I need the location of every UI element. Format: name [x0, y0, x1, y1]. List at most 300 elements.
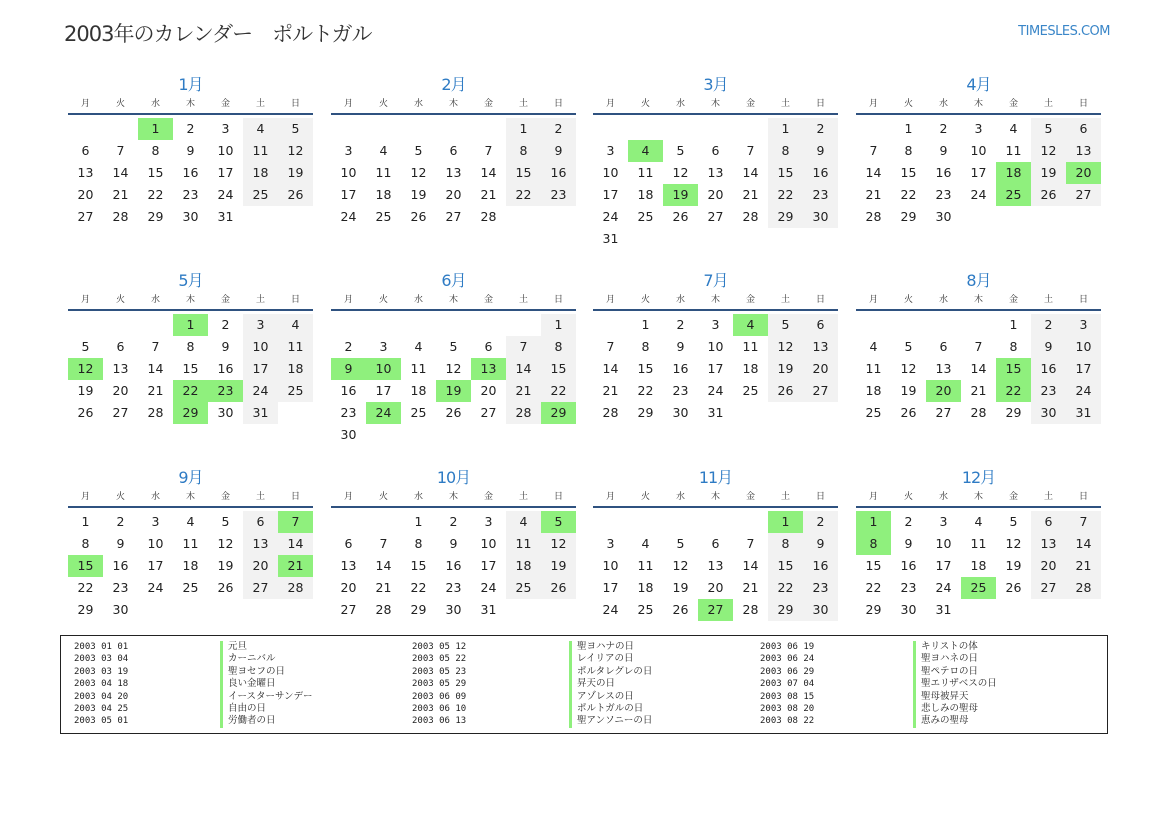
day-cell: 18: [637, 580, 654, 595]
day-cell: 20: [480, 383, 497, 398]
day-cell: 30: [803, 599, 838, 621]
holiday-day-cell: 8: [856, 533, 891, 555]
day-cell: 27: [480, 405, 497, 420]
weekday-header: [331, 96, 576, 115]
holiday-day-cell: 5: [541, 511, 576, 533]
day-cell: 1: [904, 121, 913, 136]
day-cell: 9: [803, 533, 838, 555]
empty-cell: [331, 314, 366, 336]
holiday-day-cell: 1: [173, 314, 208, 336]
day-cell: 7: [606, 339, 615, 354]
day-cell: 31: [935, 602, 952, 617]
holiday-date: 2003 06 24: [760, 654, 815, 665]
day-cell: 29: [147, 209, 164, 224]
day-cell: 2: [676, 317, 685, 332]
day-cell: 18: [375, 187, 392, 202]
weekday-label: 木: [973, 295, 983, 305]
day-cell: 1: [1009, 317, 1018, 332]
day-cell: 15: [506, 162, 541, 184]
day-cell: 1: [414, 514, 423, 529]
holiday-day-cell: 13: [471, 358, 506, 380]
day-cell: 21: [602, 383, 619, 398]
holiday-day-cell: 1: [856, 511, 891, 533]
day-cell: 28: [112, 209, 129, 224]
day-cell: 29: [1005, 405, 1022, 420]
day-cell: 5: [904, 339, 913, 354]
weekday-label: 木: [710, 295, 720, 305]
day-cell: 13: [803, 336, 838, 358]
empty-cell: [856, 118, 891, 140]
day-cell: 7: [116, 143, 125, 158]
day-cell: 4: [278, 314, 313, 336]
day-cell: 18: [182, 558, 199, 573]
day-cell: 21: [375, 580, 392, 595]
day-cell: 9: [186, 143, 195, 158]
empty-cell: [961, 314, 996, 336]
day-cell: 3: [974, 121, 983, 136]
day-cell: 18: [243, 162, 278, 184]
day-cell: 27: [1031, 577, 1066, 599]
day-cell: 13: [112, 361, 129, 376]
day-cell: 13: [445, 165, 462, 180]
day-cell: 7: [869, 143, 878, 158]
site-brand-link[interactable]: TIMESLES.COM: [1018, 24, 1110, 39]
day-cell: 22: [637, 383, 654, 398]
day-cell: 18: [278, 358, 313, 380]
weekday-header: [331, 489, 576, 508]
holiday-name: 聖ヨハネの日: [913, 653, 997, 665]
weekday-header: [593, 96, 838, 115]
weekday-label: 木: [448, 295, 458, 305]
day-cell: 24: [340, 209, 357, 224]
weekday-label: 土: [255, 99, 265, 109]
holiday-name-column: [913, 641, 997, 728]
day-cell: 16: [803, 162, 838, 184]
day-cell: 1: [81, 514, 90, 529]
weekday-label: 金: [1008, 295, 1018, 305]
weekday-label: 木: [710, 492, 720, 502]
empty-cell: [628, 511, 663, 533]
day-cell: 3: [606, 536, 615, 551]
day-cell: 30: [340, 427, 357, 442]
empty-cell: [331, 118, 366, 140]
weekday-label: 火: [115, 99, 125, 109]
day-cell: 28: [480, 209, 497, 224]
weekday-label: 日: [553, 295, 563, 305]
month-title: 8月: [966, 271, 991, 290]
day-cell: 17: [1066, 358, 1101, 380]
day-cell: 4: [414, 339, 423, 354]
month-block: [593, 467, 838, 621]
weekday-label: 土: [518, 492, 528, 502]
day-cell: 12: [1031, 140, 1066, 162]
weekday-label: 火: [640, 295, 650, 305]
weekday-label: 金: [1008, 99, 1018, 109]
weekday-label: 火: [378, 295, 388, 305]
day-cell: 7: [746, 536, 755, 551]
weekday-label: 月: [605, 295, 615, 305]
day-cell: 16: [935, 165, 952, 180]
day-cell: 17: [147, 558, 164, 573]
day-cell: 22: [768, 184, 803, 206]
day-cell: 13: [243, 533, 278, 555]
weekday-label: 月: [868, 492, 878, 502]
day-cell: 23: [541, 184, 576, 206]
month-block: [68, 270, 313, 424]
page-title: 2003年のカレンダー ポルトガル: [64, 22, 372, 46]
day-cell: 15: [410, 558, 427, 573]
weekday-label: 月: [605, 99, 615, 109]
day-cell: 16: [803, 555, 838, 577]
day-cell: 25: [637, 209, 654, 224]
weekday-label: 日: [290, 99, 300, 109]
day-cell: 13: [707, 165, 724, 180]
day-cell: 3: [711, 317, 720, 332]
day-cell: 4: [186, 514, 195, 529]
day-cell: 11: [637, 558, 654, 573]
day-cell: 10: [602, 558, 619, 573]
day-cell: 22: [865, 580, 882, 595]
day-cell: 3: [221, 121, 230, 136]
empty-cell: [663, 118, 698, 140]
empty-cell: [331, 511, 366, 533]
day-cell: 21: [480, 187, 497, 202]
day-cell: 26: [900, 405, 917, 420]
day-grid: [593, 508, 838, 621]
day-cell: 3: [151, 514, 160, 529]
day-cell: 2: [904, 514, 913, 529]
day-cell: 29: [865, 602, 882, 617]
day-cell: 14: [112, 165, 129, 180]
day-cell: 5: [676, 143, 685, 158]
day-cell: 12: [1005, 536, 1022, 551]
day-cell: 9: [449, 536, 458, 551]
weekday-label: 金: [745, 295, 755, 305]
month-title: 9月: [178, 468, 203, 487]
day-cell: 20: [803, 358, 838, 380]
day-cell: 9: [939, 143, 948, 158]
day-cell: 28: [147, 405, 164, 420]
day-cell: 10: [340, 165, 357, 180]
day-grid: [856, 508, 1101, 621]
day-cell: 27: [340, 602, 357, 617]
day-cell: 12: [541, 533, 576, 555]
weekday-label: 木: [185, 492, 195, 502]
weekday-label: 月: [868, 295, 878, 305]
day-cell: 27: [445, 209, 462, 224]
month-title: 7月: [703, 271, 728, 290]
weekday-label: 土: [255, 295, 265, 305]
day-cell: 14: [147, 361, 164, 376]
day-cell: 6: [711, 143, 720, 158]
day-cell: 25: [637, 602, 654, 617]
holiday-day-cell: 29: [173, 402, 208, 424]
day-cell: 7: [506, 336, 541, 358]
day-cell: 20: [1031, 555, 1066, 577]
day-cell: 8: [506, 140, 541, 162]
holiday-day-cell: 18: [996, 162, 1031, 184]
weekday-label: 水: [938, 492, 948, 502]
weekday-label: 水: [413, 99, 423, 109]
holiday-day-cell: 12: [68, 358, 103, 380]
day-cell: 28: [375, 602, 392, 617]
empty-cell: [103, 118, 138, 140]
day-cell: 25: [410, 405, 427, 420]
day-cell: 5: [768, 314, 803, 336]
holiday-name: イースターサンデー: [220, 691, 313, 703]
day-cell: 28: [506, 402, 541, 424]
weekday-label: 水: [150, 492, 160, 502]
holiday-name: 聖エリザベスの日: [913, 678, 997, 690]
day-cell: 16: [182, 165, 199, 180]
day-cell: 5: [81, 339, 90, 354]
holiday-date: 2003 05 01: [74, 716, 129, 727]
holiday-name: カーニバル: [220, 653, 313, 665]
day-cell: 11: [375, 165, 392, 180]
weekday-header: [593, 489, 838, 508]
holiday-date: 2003 05 22: [412, 654, 467, 665]
holiday-date: 2003 04 25: [74, 703, 129, 714]
holiday-day-cell: 29: [541, 402, 576, 424]
day-cell: 20: [445, 187, 462, 202]
day-cell: 23: [900, 580, 917, 595]
holiday-date: 2003 06 19: [760, 642, 815, 652]
day-cell: 12: [672, 165, 689, 180]
day-cell: 19: [1005, 558, 1022, 573]
day-cell: 18: [865, 383, 882, 398]
day-cell: 21: [742, 187, 759, 202]
day-cell: 12: [410, 165, 427, 180]
holiday-name: 元旦: [220, 641, 313, 653]
holiday-name: レイリアの日: [569, 653, 652, 665]
day-cell: 10: [217, 143, 234, 158]
day-cell: 21: [970, 383, 987, 398]
holiday-date: 2003 06 29: [760, 666, 815, 677]
day-cell: 15: [541, 358, 576, 380]
holiday-day-cell: 4: [628, 140, 663, 162]
day-cell: 12: [900, 361, 917, 376]
day-cell: 31: [243, 402, 278, 424]
holiday-name-column: [220, 641, 313, 728]
holiday-day-cell: 21: [278, 555, 313, 577]
day-cell: 23: [672, 383, 689, 398]
day-cell: 29: [77, 602, 94, 617]
day-cell: 10: [147, 536, 164, 551]
weekday-label: 水: [413, 492, 423, 502]
day-cell: 12: [278, 140, 313, 162]
day-cell: 25: [375, 209, 392, 224]
empty-cell: [593, 511, 628, 533]
day-cell: 11: [410, 361, 427, 376]
day-cell: 10: [970, 143, 987, 158]
day-cell: 4: [974, 514, 983, 529]
day-cell: 29: [410, 602, 427, 617]
day-cell: 21: [865, 187, 882, 202]
day-cell: 16: [112, 558, 129, 573]
holiday-name: 良い金曜日: [220, 678, 313, 690]
weekday-label: 土: [518, 295, 528, 305]
day-cell: 25: [182, 580, 199, 595]
day-cell: 13: [707, 558, 724, 573]
holiday-day-cell: 4: [733, 314, 768, 336]
day-cell: 4: [1009, 121, 1018, 136]
weekday-label: 木: [973, 99, 983, 109]
holiday-name-column: [569, 641, 652, 728]
day-cell: 23: [1031, 380, 1066, 402]
weekday-label: 木: [973, 492, 983, 502]
weekday-label: 木: [448, 492, 458, 502]
day-cell: 27: [112, 405, 129, 420]
day-cell: 12: [445, 361, 462, 376]
day-cell: 16: [541, 162, 576, 184]
holiday-day-cell: 22: [996, 380, 1031, 402]
day-cell: 18: [506, 555, 541, 577]
weekday-label: 火: [640, 99, 650, 109]
day-cell: 23: [935, 187, 952, 202]
day-grid: [68, 508, 313, 621]
day-cell: 17: [602, 580, 619, 595]
day-cell: 8: [186, 339, 195, 354]
empty-cell: [471, 118, 506, 140]
day-cell: 24: [935, 580, 952, 595]
day-cell: 28: [742, 209, 759, 224]
day-cell: 30: [900, 602, 917, 617]
day-cell: 28: [1066, 577, 1101, 599]
holiday-date: 2003 01 01: [74, 642, 129, 652]
day-cell: 2: [541, 118, 576, 140]
day-cell: 13: [1066, 140, 1101, 162]
day-cell: 30: [445, 602, 462, 617]
day-cell: 17: [970, 165, 987, 180]
day-cell: 14: [278, 533, 313, 555]
day-cell: 10: [707, 339, 724, 354]
day-cell: 24: [1066, 380, 1101, 402]
weekday-label: 土: [1043, 99, 1053, 109]
month-block: [68, 74, 313, 228]
day-cell: 6: [939, 339, 948, 354]
weekday-label: 日: [290, 492, 300, 502]
empty-cell: [436, 314, 471, 336]
day-cell: 2: [1031, 314, 1066, 336]
day-cell: 2: [803, 511, 838, 533]
day-cell: 29: [768, 206, 803, 228]
day-cell: 10: [243, 336, 278, 358]
day-cell: 17: [217, 165, 234, 180]
day-cell: 13: [340, 558, 357, 573]
holiday-day-cell: 20: [926, 380, 961, 402]
month-title: 3月: [703, 75, 728, 94]
holiday-date: 2003 04 20: [74, 691, 129, 702]
weekday-label: 日: [815, 295, 825, 305]
empty-cell: [926, 314, 961, 336]
day-cell: 17: [602, 187, 619, 202]
weekday-label: 月: [343, 492, 353, 502]
day-cell: 12: [217, 536, 234, 551]
day-cell: 6: [1066, 118, 1101, 140]
day-cell: 5: [414, 143, 423, 158]
empty-cell: [506, 314, 541, 336]
empty-cell: [733, 118, 768, 140]
holiday-day-cell: 10: [366, 358, 401, 380]
weekday-header: [593, 292, 838, 311]
day-cell: 22: [541, 380, 576, 402]
weekday-header: [856, 489, 1101, 508]
holiday-date: 2003 06 13: [412, 716, 467, 727]
day-cell: 6: [449, 143, 458, 158]
day-cell: 14: [480, 165, 497, 180]
empty-cell: [436, 118, 471, 140]
empty-cell: [471, 314, 506, 336]
weekday-label: 日: [553, 492, 563, 502]
day-cell: 3: [1066, 314, 1101, 336]
day-cell: 4: [506, 511, 541, 533]
day-cell: 16: [1031, 358, 1066, 380]
day-cell: 8: [541, 336, 576, 358]
day-cell: 15: [865, 558, 882, 573]
month-title: 5月: [178, 271, 203, 290]
day-cell: 5: [676, 536, 685, 551]
empty-cell: [628, 118, 663, 140]
weekday-label: 月: [80, 492, 90, 502]
weekday-label: 月: [343, 295, 353, 305]
day-cell: 8: [768, 533, 803, 555]
day-cell: 26: [541, 577, 576, 599]
day-cell: 26: [672, 602, 689, 617]
empty-cell: [401, 118, 436, 140]
weekday-label: 火: [903, 295, 913, 305]
holiday-date: 2003 08 22: [760, 716, 815, 727]
day-cell: 2: [803, 118, 838, 140]
day-cell: 20: [243, 555, 278, 577]
day-cell: 27: [243, 577, 278, 599]
day-cell: 14: [375, 558, 392, 573]
day-cell: 11: [506, 533, 541, 555]
weekday-label: 水: [675, 99, 685, 109]
weekday-header: [856, 292, 1101, 311]
day-cell: 17: [243, 358, 278, 380]
weekday-label: 土: [255, 492, 265, 502]
holiday-date: 2003 08 15: [760, 691, 815, 702]
day-cell: 26: [278, 184, 313, 206]
holiday-day-cell: 19: [663, 184, 698, 206]
weekday-label: 火: [640, 492, 650, 502]
day-cell: 20: [112, 383, 129, 398]
day-cell: 22: [77, 580, 94, 595]
empty-cell: [593, 314, 628, 336]
day-cell: 3: [939, 514, 948, 529]
day-cell: 14: [865, 165, 882, 180]
day-cell: 9: [1031, 336, 1066, 358]
month-block: [856, 467, 1101, 621]
weekday-label: 日: [1078, 99, 1088, 109]
day-cell: 26: [768, 380, 803, 402]
holiday-day-cell: 15: [996, 358, 1031, 380]
weekday-label: 木: [185, 295, 195, 305]
holiday-date-column: [760, 641, 814, 728]
day-cell: 15: [768, 162, 803, 184]
weekday-label: 日: [553, 99, 563, 109]
weekday-label: 金: [1008, 492, 1018, 502]
day-cell: 28: [602, 405, 619, 420]
day-cell: 31: [1066, 402, 1101, 424]
day-cell: 15: [147, 165, 164, 180]
holiday-date-column: [412, 641, 466, 728]
day-cell: 23: [803, 577, 838, 599]
day-cell: 12: [768, 336, 803, 358]
day-cell: 24: [602, 602, 619, 617]
weekday-header: [856, 96, 1101, 115]
day-cell: 6: [1031, 511, 1066, 533]
